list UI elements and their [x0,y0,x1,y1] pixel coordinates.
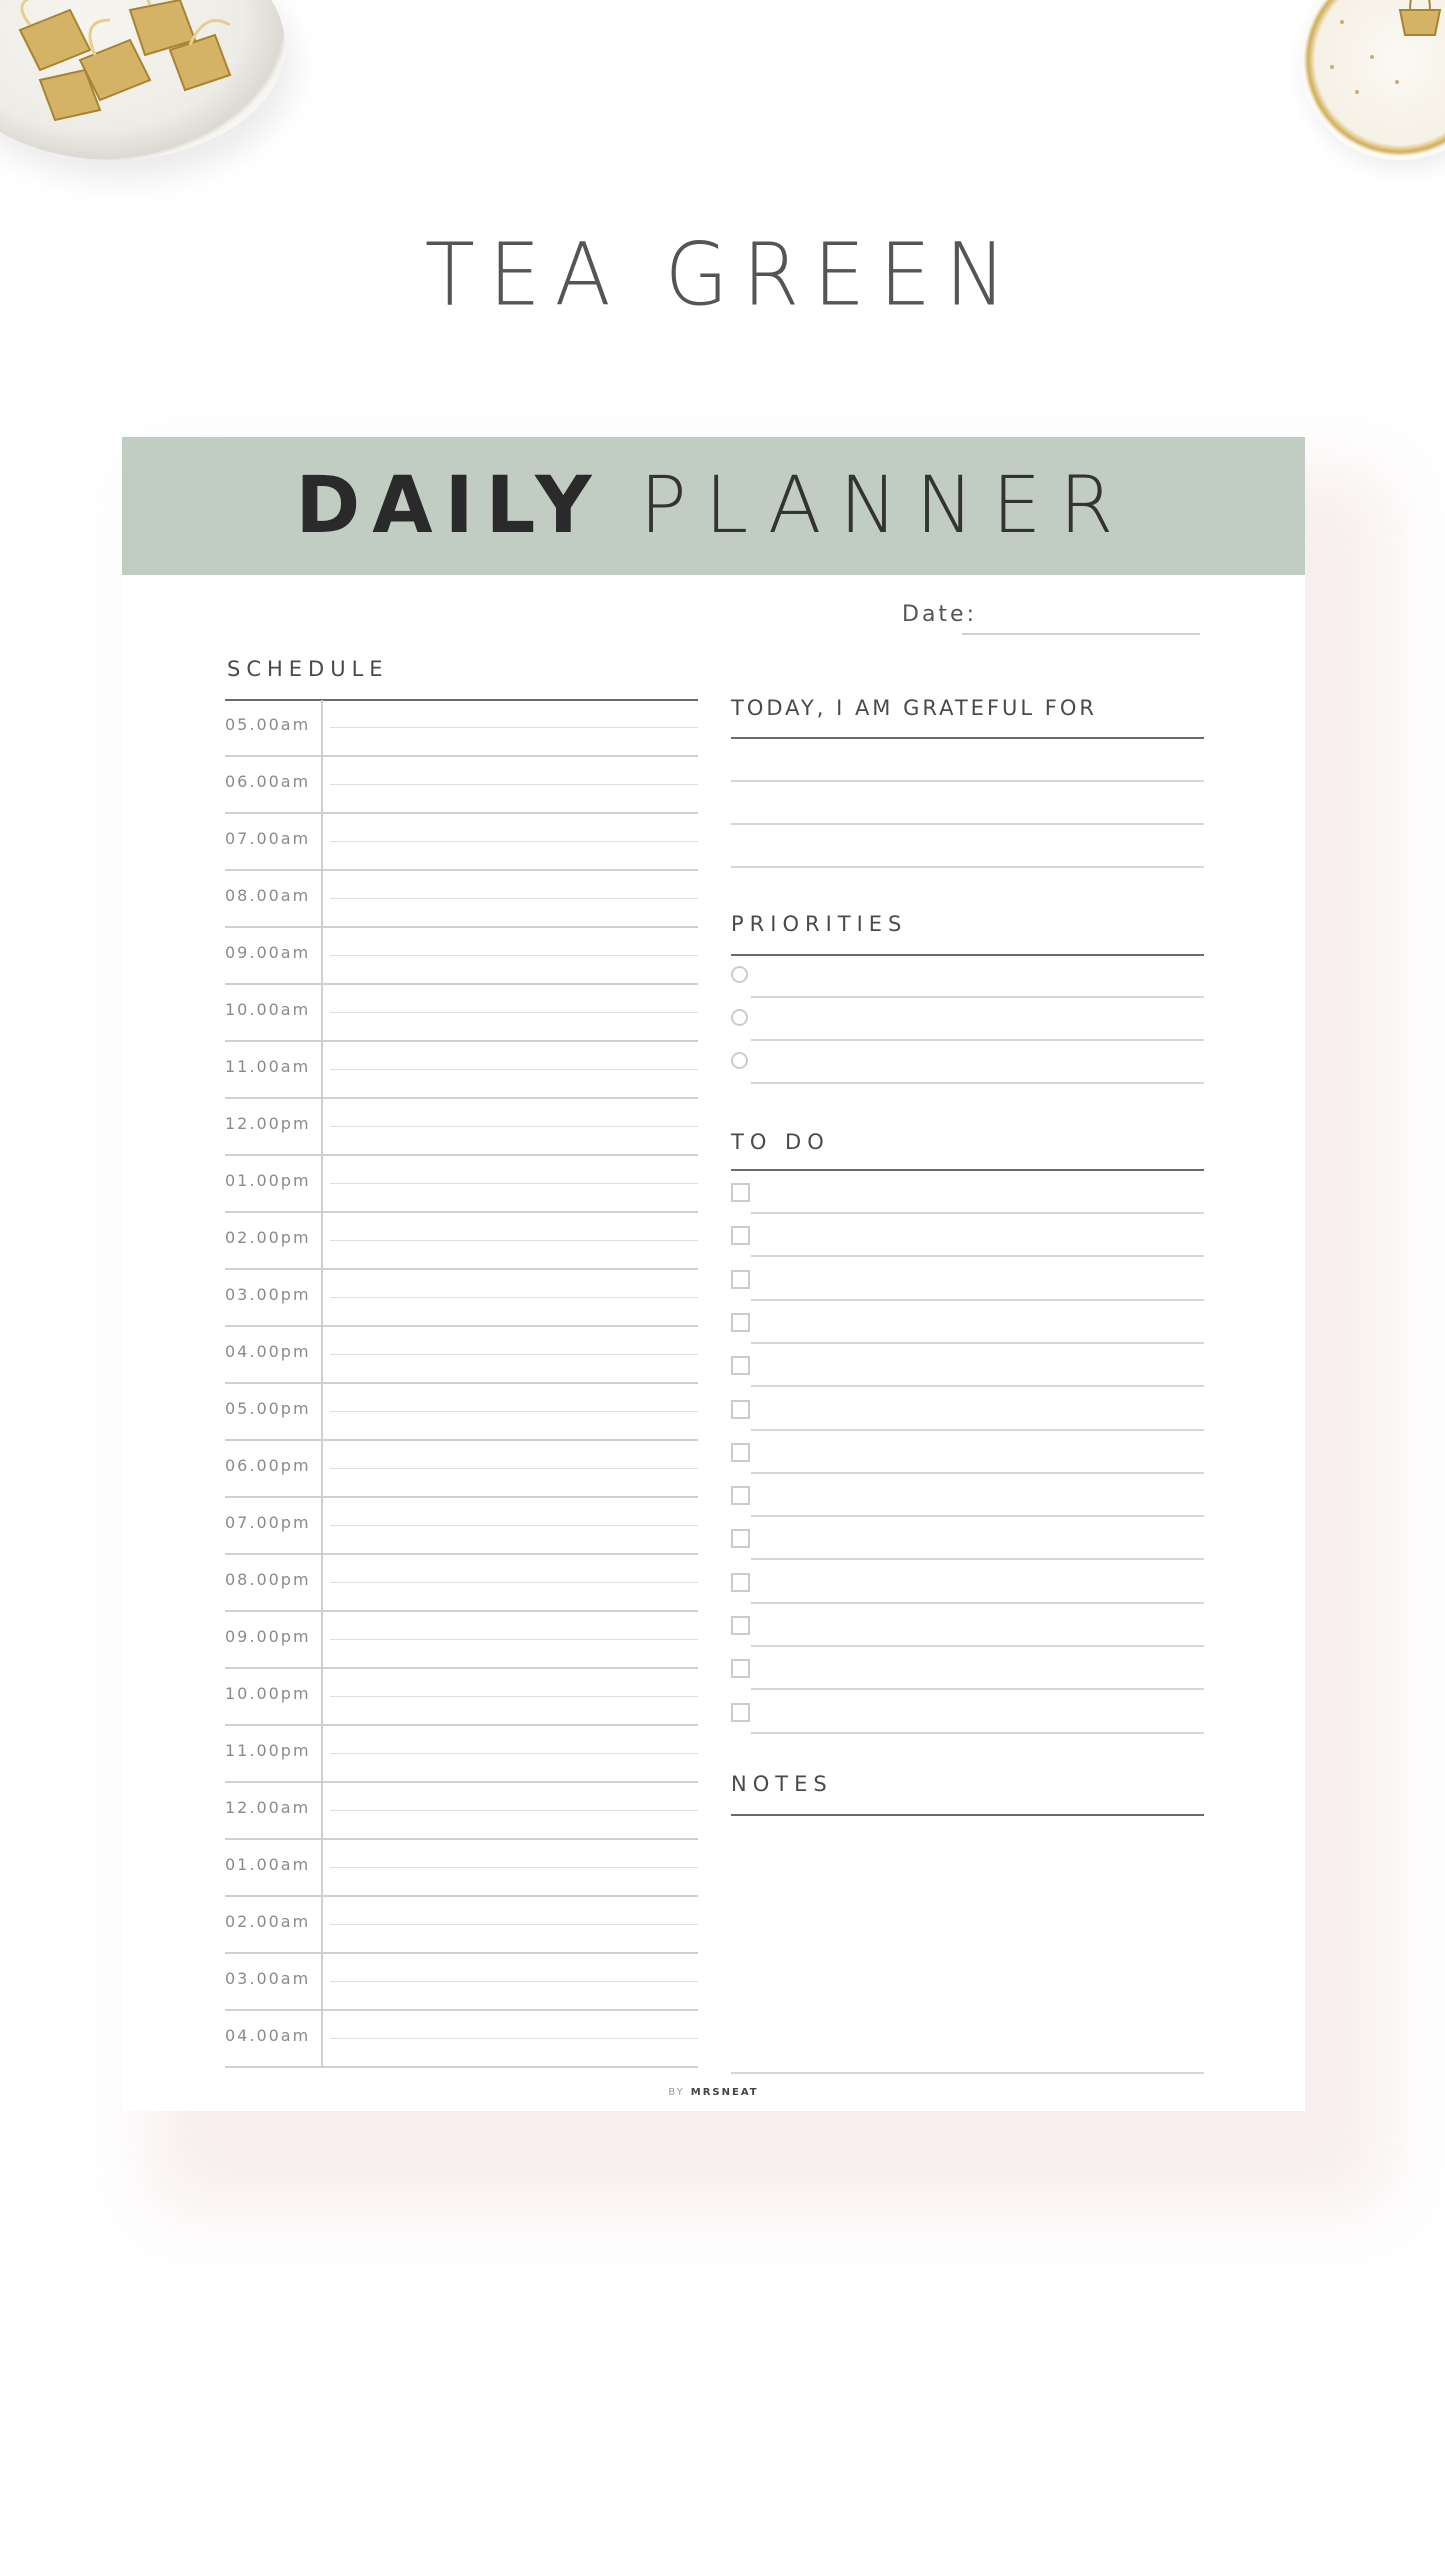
schedule-row[interactable] [225,1726,698,1783]
schedule-time: 12.00pm [225,1114,311,1133]
gold-binder-clips-image [0,0,245,125]
todo-checkbox[interactable] [731,1226,750,1245]
priority-circle-icon[interactable] [731,966,748,983]
schedule-time: 04.00am [225,2026,311,2045]
schedule-row[interactable] [225,928,698,985]
schedule-half-hour-line [330,1183,698,1184]
schedule-row[interactable] [225,1840,698,1897]
schedule-half-hour-line [330,1354,698,1355]
schedule-time: 06.00am [225,772,311,791]
schedule-half-hour-line [330,2038,698,2039]
schedule-row[interactable] [225,1669,698,1726]
planner-title-bold: DAILY [295,461,604,551]
todo-line[interactable] [751,1212,1204,1214]
schedule-half-hour-line [330,1981,698,1982]
schedule-row[interactable] [225,985,698,1042]
grateful-line[interactable] [731,866,1204,868]
schedule-row[interactable] [225,1384,698,1441]
planner-sheet [122,437,1305,2111]
schedule-time: 08.00pm [225,1570,311,1589]
todo-heading-rule [731,1169,1204,1171]
schedule-row[interactable] [225,700,698,757]
priorities-heading-rule [731,954,1204,956]
schedule-time: 12.00am [225,1798,311,1817]
footer-by: BY [668,2087,685,2098]
todo-line[interactable] [751,1342,1204,1344]
planner-title-light: PLANNER [639,461,1132,551]
schedule-row[interactable] [225,757,698,814]
schedule-half-hour-line [330,727,698,728]
priority-line[interactable] [751,996,1204,998]
schedule-row[interactable] [225,1954,698,2011]
todo-line[interactable] [751,1515,1204,1517]
todo-checkbox[interactable] [731,1270,750,1289]
schedule-row[interactable] [225,814,698,871]
schedule-half-hour-line [330,1297,698,1298]
schedule-time: 03.00am [225,1969,311,1988]
schedule-time: 10.00pm [225,1684,311,1703]
planner-banner [122,437,1305,575]
notes-bottom-rule [731,2072,1204,2074]
priority-line[interactable] [751,1039,1204,1041]
priorities-heading: PRIORITIES [731,912,908,936]
schedule-time: 11.00pm [225,1741,311,1760]
schedule-row[interactable] [225,1897,698,1954]
schedule-time: 09.00pm [225,1627,311,1646]
schedule-row[interactable] [225,1042,698,1099]
schedule-half-hour-line [330,1525,698,1526]
schedule-time: 10.00am [225,1000,311,1019]
schedule-half-hour-line [330,784,698,785]
schedule-row[interactable] [225,1099,698,1156]
schedule-time: 03.00pm [225,1285,311,1304]
grateful-heading-rule [731,737,1204,739]
schedule-half-hour-line [330,898,698,899]
schedule-row[interactable] [225,1441,698,1498]
schedule-time: 07.00am [225,829,311,848]
todo-checkbox[interactable] [731,1313,750,1332]
grateful-heading: TODAY, I AM GRATEFUL FOR [731,696,1097,720]
schedule-time: 02.00am [225,1912,311,1931]
todo-line[interactable] [751,1732,1204,1734]
grateful-line[interactable] [731,823,1204,825]
schedule-time: 06.00pm [225,1456,311,1475]
todo-checkbox[interactable] [731,1183,750,1202]
schedule-heading: SCHEDULE [227,657,389,681]
schedule-row[interactable] [225,1555,698,1612]
todo-line[interactable] [751,1385,1204,1387]
grateful-line[interactable] [731,780,1204,782]
schedule-time: 11.00am [225,1057,311,1076]
todo-checkbox[interactable] [731,1529,750,1548]
todo-line[interactable] [751,1645,1204,1647]
schedule-half-hour-line [330,1867,698,1868]
todo-heading: TO DO [731,1130,830,1154]
priority-circle-icon[interactable] [731,1009,748,1026]
todo-checkbox[interactable] [731,1486,750,1505]
schedule-half-hour-line [330,841,698,842]
todo-checkbox[interactable] [731,1443,750,1462]
footer-brand: MRSNEAT [690,2087,759,2098]
gold-rim-plate-image [1300,0,1445,160]
date-line [962,633,1200,635]
schedule-half-hour-line [330,1810,698,1811]
schedule-row[interactable] [225,1612,698,1669]
todo-checkbox[interactable] [731,1573,750,1592]
schedule-row[interactable] [225,2011,698,2068]
footer-credit [122,2087,1305,2098]
schedule-row[interactable] [225,1327,698,1384]
schedule-time: 01.00am [225,1855,311,1874]
todo-checkbox[interactable] [731,1356,750,1375]
schedule-half-hour-line [330,1012,698,1013]
schedule-half-hour-line [330,955,698,956]
todo-line[interactable] [751,1602,1204,1604]
notes-heading: NOTES [731,1772,833,1796]
schedule-half-hour-line [330,1240,698,1241]
schedule-hour-line [225,2066,698,2068]
schedule-time: 05.00pm [225,1399,311,1418]
schedule-half-hour-line [330,1582,698,1583]
schedule-time: 05.00am [225,715,311,734]
schedule-half-hour-line [330,1753,698,1754]
schedule-half-hour-line [330,1126,698,1127]
schedule-time: 07.00pm [225,1513,311,1532]
schedule-row[interactable] [225,1156,698,1213]
todo-line[interactable] [751,1255,1204,1257]
schedule-time: 09.00am [225,943,311,962]
gold-clip-icon [1395,0,1445,40]
schedule-row[interactable] [225,871,698,928]
todo-line[interactable] [751,1688,1204,1690]
schedule-half-hour-line [330,1468,698,1469]
schedule-time: 04.00pm [225,1342,311,1361]
schedule-time: 01.00pm [225,1171,311,1190]
schedule-half-hour-line [330,1069,698,1070]
todo-checkbox[interactable] [731,1616,750,1635]
schedule-row[interactable] [225,1213,698,1270]
todo-checkbox[interactable] [731,1400,750,1419]
schedule-time: 02.00pm [225,1228,311,1247]
schedule-half-hour-line [330,1411,698,1412]
product-color-title: TEA GREEN [424,225,1021,326]
todo-line[interactable] [751,1558,1204,1560]
schedule-row[interactable] [225,1270,698,1327]
schedule-time: 08.00am [225,886,311,905]
todo-checkbox[interactable] [731,1659,750,1678]
schedule-row[interactable] [225,1783,698,1840]
notes-heading-rule [731,1814,1204,1816]
todo-checkbox[interactable] [731,1703,750,1722]
todo-line[interactable] [751,1429,1204,1431]
schedule-row[interactable] [225,1498,698,1555]
schedule-half-hour-line [330,1924,698,1925]
date-label: Date: [902,602,977,627]
schedule-half-hour-line [330,1639,698,1640]
todo-line[interactable] [751,1299,1204,1301]
schedule-half-hour-line [330,1696,698,1697]
schedule-time-divider [321,700,323,2068]
todo-line[interactable] [751,1472,1204,1474]
priority-circle-icon[interactable] [731,1052,748,1069]
priority-line[interactable] [751,1082,1204,1084]
